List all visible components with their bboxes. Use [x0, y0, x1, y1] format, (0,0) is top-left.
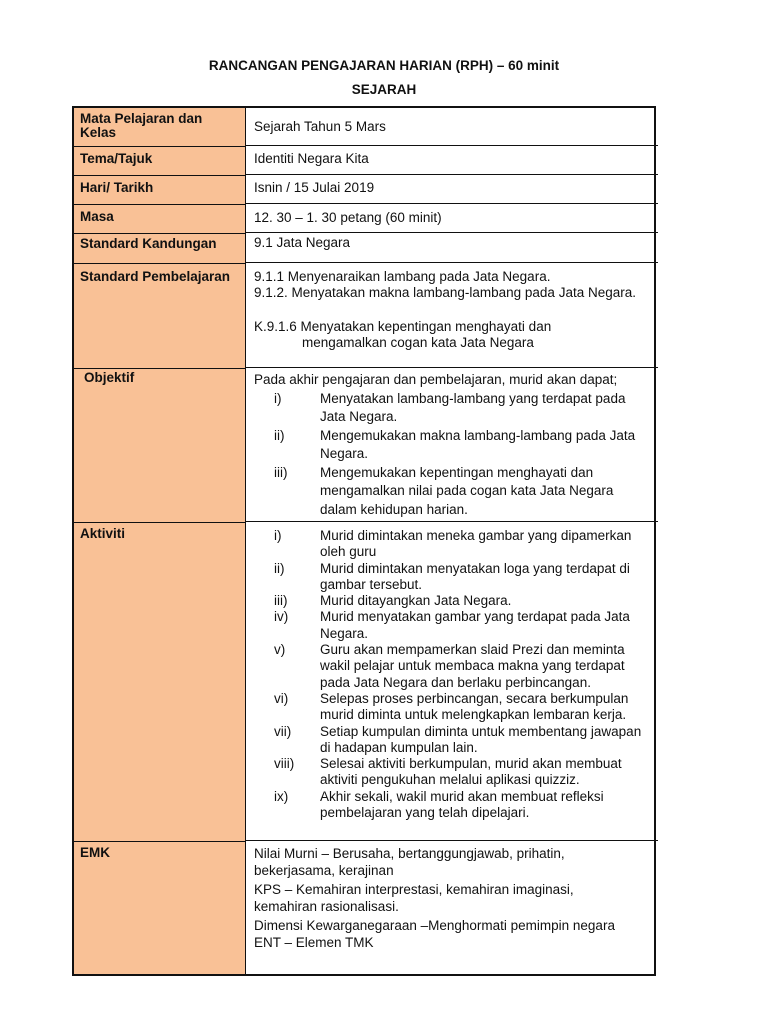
- list-item: ii) Mengemukakan makna lambang-lambang pada Jata Negara.: [274, 427, 636, 461]
- value-aktiviti: [254, 528, 654, 821]
- row-divider: [74, 263, 246, 264]
- value-standard-pembelajaran: 9.1.1 Menyenaraikan lambang pada Jata Negara. 9.1.2. Menyatakan makna lambang-lambang pada Jata Negara. K.9.1.6 Menyatakan kepentingan menghayati dan mengamalkan cogan kata Jata Negara: [254, 269, 636, 350]
- label-hari: Hari/ Tarikh: [80, 180, 154, 195]
- list-item: vii) Setiap kumpulan diminta untuk membentang jawapan di hadapan kumpulan lain.: [274, 723, 642, 755]
- label-aktiviti: Aktiviti: [80, 526, 126, 541]
- list-item: iii) Mengemukakan kepentingan menghayati dan mengamalkan nilai pada cogan kata Jata Negara dalam kehidupan harian.: [274, 464, 614, 517]
- label-tema: Tema/Tajuk: [80, 151, 153, 166]
- row-divider: [74, 522, 246, 523]
- value-standard-kandungan: 9.1 Jata Negara: [254, 235, 351, 250]
- list-item: v) Guru akan mempamerkan slaid Prezi dan meminta wakil pelajar untuk membaca makna yang terdapat pada Jata Negara dan berlaku perbincangan.: [274, 642, 625, 690]
- list-item: iv) Murid menyatakan gambar yang terdapat pada Jata Negara.: [274, 609, 630, 641]
- list-item: i) Murid dimintakan meneka gambar yang dipamerkan oleh guru: [274, 528, 632, 560]
- label-objektif: Objektif: [84, 370, 135, 385]
- page-title: RANCANGAN PENGAJARAN HARIAN (RPH) – 60 minit: [208, 58, 560, 73]
- label-emk: EMK: [80, 845, 110, 860]
- row-divider: [74, 204, 246, 205]
- value-objektif: Pada akhir pengajaran dan pembelajaran, murid akan dapat; i) Menyatakan lambang-lambang yang terdapat pada Jata Negara. ii) Mengemukakan makna lambang-lambang pada Jata Negara. iii) Mengemukakan kepentingan menghayati dan mengamalkan nilai pada cogan kata Jata Negara dalam kehidupan harian.: [254, 371, 654, 519]
- list-item: viii) Selesai aktiviti berkumpulan, murid akan membuat aktiviti pengukuhan melalui aplikasi quizziz.: [274, 756, 622, 788]
- value-hari: Isnin / 15 Julai 2019: [254, 180, 375, 195]
- label-standard-pembelajaran: Standard Pembelajaran: [80, 269, 231, 284]
- value-emk: Nilai Murni – Berusaha, bertanggungjawab, prihatin, bekerjasama, kerajinan KPS – Kemahiran interprestasi, kemahiran imaginasi, kemahiran rasionalisasi. Dimensi Kewarganegaraan –Menghormati pemimpin negara ENT – Elemen TMK: [254, 846, 615, 950]
- list-item: ix) Akhir sekali, wakil murid akan membuat refleksi pembelajaran yang telah dipelajari.: [274, 788, 604, 821]
- row-divider: [74, 146, 246, 147]
- row-divider: [74, 233, 246, 234]
- row-divider: [74, 368, 246, 369]
- value-masa: 12. 30 – 1. 30 petang (60 minit): [254, 210, 442, 225]
- objektif-list: [254, 390, 654, 520]
- label-masa: Masa: [80, 209, 114, 224]
- value-mata-pelajaran: Sejarah Tahun 5 Mars: [254, 119, 386, 134]
- list-item: i) Menyatakan lambang-lambang yang terdapat pada Jata Negara.: [274, 390, 626, 424]
- list-item: iii) Murid ditayangkan Jata Negara.: [274, 593, 512, 609]
- label-standard-kandungan: Standard Kandungan: [80, 236, 217, 251]
- row-divider: [74, 841, 246, 842]
- subject-title: SEJARAH: [351, 82, 417, 97]
- row-divider: [74, 175, 246, 176]
- value-tema: Identiti Negara Kita: [254, 151, 369, 166]
- list-item: ii) Murid dimintakan menyatakan loga yang terdapat di gambar tersebut.: [274, 560, 630, 592]
- list-item: vi) Selepas proses perbincangan, secara berkumpulan murid diminta untuk melengkapkan lembaran kerja.: [274, 690, 629, 723]
- aktiviti-list: [254, 528, 654, 821]
- lesson-plan-table: [72, 106, 656, 976]
- label-mata-pelajaran: Mata Pelajaran dan Kelas: [80, 111, 203, 140]
